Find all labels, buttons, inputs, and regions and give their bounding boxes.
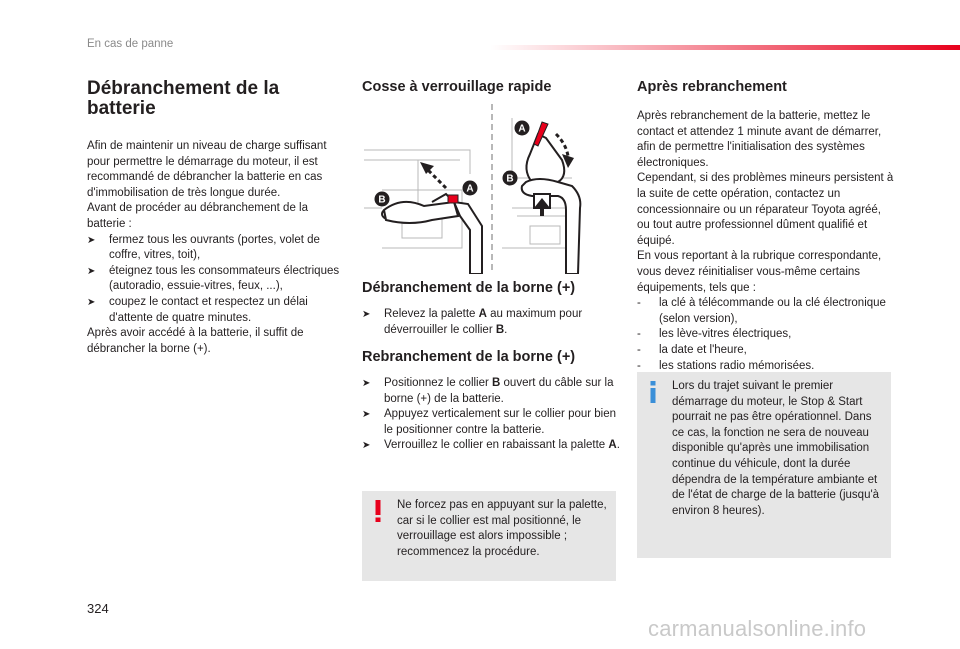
reset-items-list [637,296,895,374]
list-item: ➤ éteignez tous les consommateurs électriques (autoradio, essuie-vitres, feux, ...), [87,264,340,293]
bullet-icon: ➤ [362,409,371,421]
bullet-icon: ➤ [362,309,371,320]
list-item: - la clé à télécommande ou la clé électronique (selon version), [637,297,886,325]
preparation-list [87,233,345,327]
list-item: - les lève-vitres électriques, [637,327,895,343]
dash-marker: - [637,297,641,310]
info-box [637,372,891,558]
list-item: ➤ coupez le contact et respectez un délai d'attente de quatre minutes. [87,295,308,324]
list-item: ➤ fermez tous les ouvrants (portes, volet de coffre, vitres, toit), [87,233,320,262]
bullet-icon: ➤ [362,378,371,389]
list-item: ➤ Appuyez verticalement sur le collier pour bien le positionner contre la batterie. [362,408,617,436]
watermark: carmanualsonline.info [648,616,867,641]
section-title-after-reconnection: Après rebranchement [637,79,787,95]
intro-paragraph: Afin de maintenir un niveau de charge suffisant pour permettre le démarrage du moteur, il est recommandé de débrancher la batterie en cas d'immobilisation de très longue durée. [87,140,327,199]
list-item: ➤ Relevez la palette A au maximum pour déverrouiller le collier B. [362,308,583,336]
figure-label-a-right: A [518,123,526,135]
after-para-1: Après rebranchement de la batterie, mettez le contact et attendez 1 minute avant de démarrer, afin de permettre l'initialisation des systèmes électroniques. [637,110,882,169]
exclamation-icon [372,499,384,523]
dash-marker: - [637,328,641,341]
bullet-icon: ➤ [87,296,96,308]
header-accent-bar [490,45,960,50]
warning-box [362,491,616,581]
column-battery-disconnection [87,76,345,357]
reconnect-section [362,348,620,454]
after-paragraph: Après avoir accédé à la batterie, il suffit de débrancher la borne (+). [87,327,304,355]
reconnect-steps [362,376,620,454]
figure-label-b-right: B [506,173,514,185]
column-quick-lock-terminal [362,78,620,96]
dash-marker: - [637,359,641,372]
after-para-3: En vous reportant à la rubrique correspondante, vous devez réinitialiser vous-même certains équipements, tels que : [637,250,882,294]
page-number: 324 [87,601,109,616]
info-icon [647,380,659,404]
bullet-icon: ➤ [362,440,371,452]
info-text: Lors du trajet suivant le premier démarrage du moteur, le Stop & Start pourrait ne pas être opérationnel. Dans ce cas, la fonction ne sera de nouveau disponible qu'après une immobilisation continue du véhicule, dont la durée dépendra de la température ambiante et de l'état de charge de la batterie (jusqu'à environ 8 heures). [672,380,880,517]
section-header: En cas de panne [87,38,174,50]
after-para-2: Cependant, si des problèmes mineurs persistent à la suite de cette opération, contactez un concessionnaire ou un réparateur Toyota agréé, ou tout autre professionnel dûment qualifié et équipé. [637,172,894,247]
battery-terminal-diagram [362,98,584,274]
dash-marker: - [637,343,641,356]
list-item: ➤ Verrouillez le collier en rabaissant la palette A. [362,438,620,454]
bullet-icon: ➤ [87,234,96,246]
list-item: ➤ Positionnez le collier B ouvert du câble sur la borne (+) de la batterie. [362,377,614,405]
page-title: Débranchement de la batterie [87,78,280,119]
list-item: - les stations radio mémorisées. [637,359,895,375]
warning-text: Ne forcez pas en appuyant sur la palette, car si le collier est mal positionné, le verrouillage est alors impossible ; recommencez la procédure. [397,499,607,558]
section-title-quick-lock: Cosse à verrouillage rapide [362,79,552,95]
section-title-disconnect: Débranchement de la borne (+) [362,280,576,296]
section-title-reconnect: Rebranchement de la borne (+) [362,349,576,365]
column-after-reconnection [637,78,895,374]
figure-label-a: A [466,183,474,195]
terminal-illustration [362,98,584,274]
before-paragraph: Avant de procéder au débranchement de la batterie : [87,202,308,230]
bullet-icon: ➤ [87,265,96,277]
list-item: - la date et l'heure, [637,343,895,359]
disconnect-steps [362,307,620,338]
figure-label-b: B [378,194,386,206]
disconnect-section [362,279,620,338]
